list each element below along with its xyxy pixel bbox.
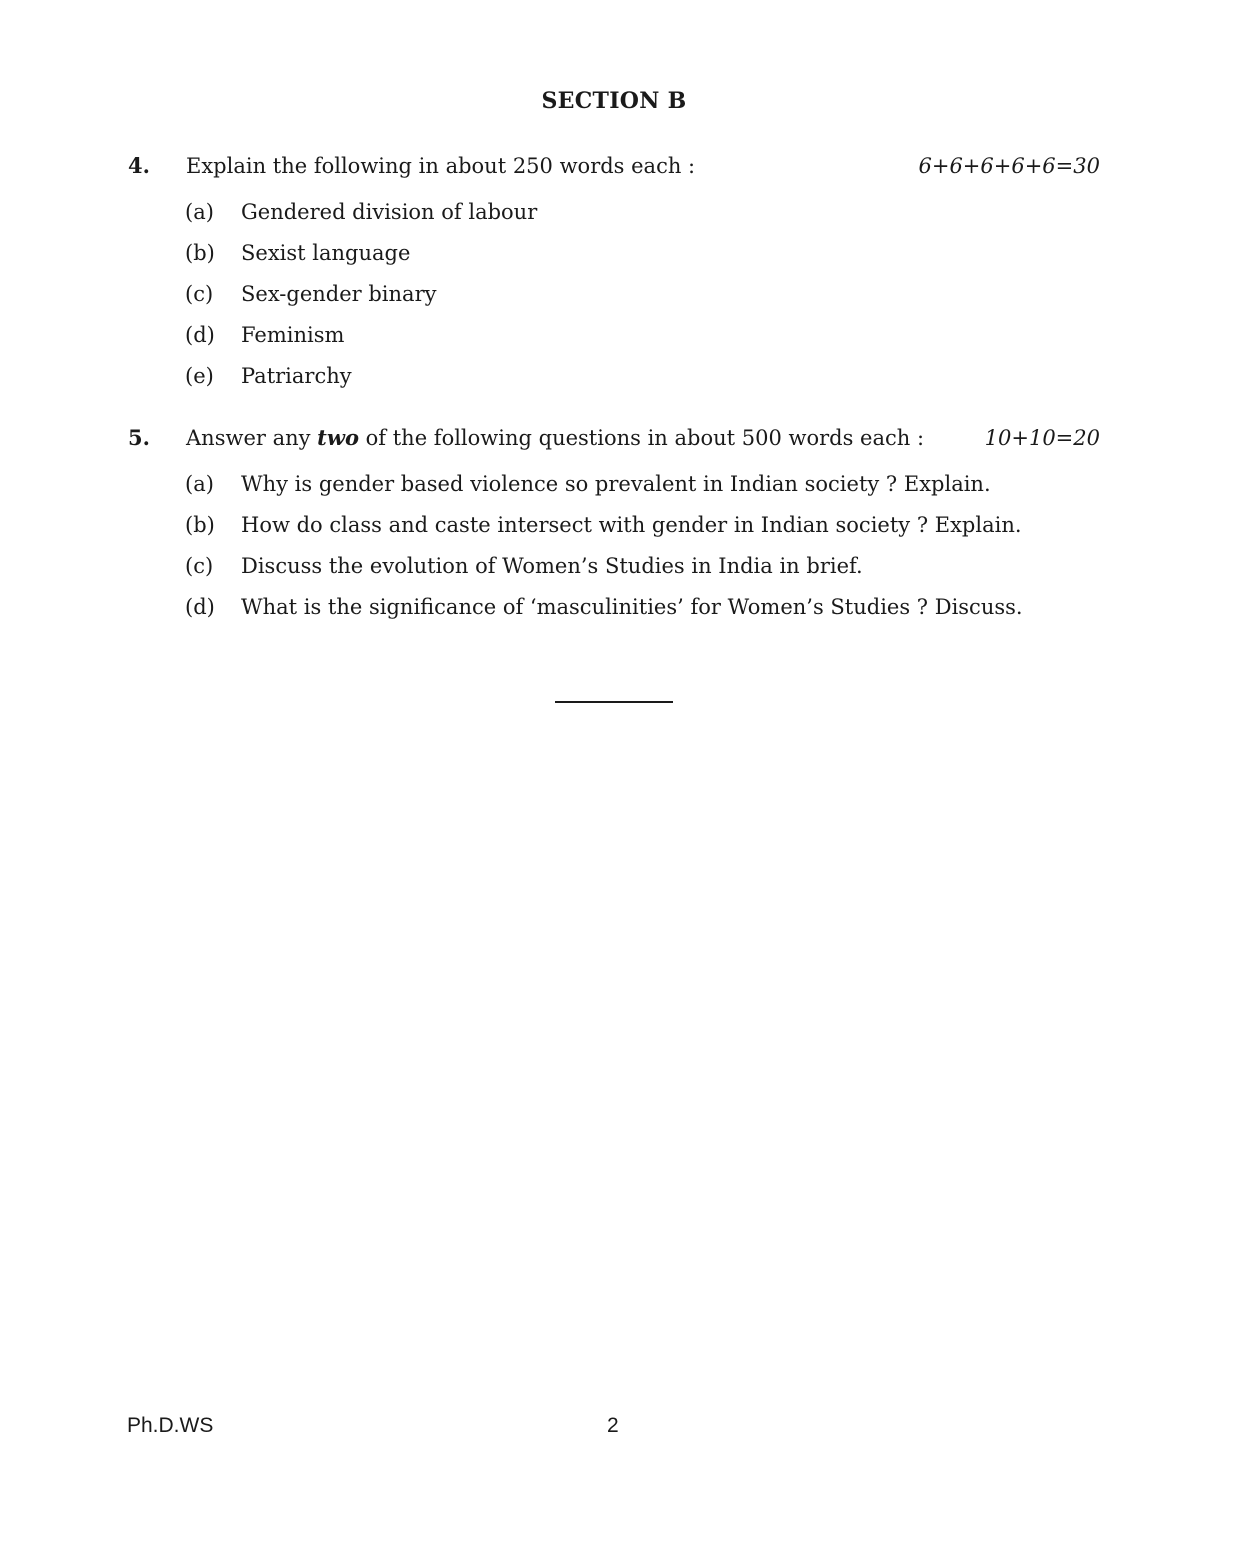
item-text: Patriarchy <box>241 364 352 388</box>
section-title: SECTION B <box>541 88 687 114</box>
item-label: (c) <box>185 554 214 578</box>
list-item <box>128 505 1100 546</box>
item-text: How do class and caste intersect with gender in Indian society ? Explain. <box>241 513 1022 537</box>
item-text: Gendered division of labour <box>241 200 538 224</box>
question-marks: 10+10=20 <box>984 426 1100 450</box>
item-label: (c) <box>185 282 214 306</box>
question-number: 5. <box>128 425 150 450</box>
end-divider <box>555 701 673 703</box>
item-text: Feminism <box>241 323 345 347</box>
list-item <box>128 464 1100 505</box>
question-text-after: of the following questions in about 500 words each : <box>358 426 925 450</box>
item-text: Sexist language <box>241 241 411 265</box>
question-text: Explain the following in about 250 words each : <box>186 154 696 178</box>
list-item <box>128 274 1100 315</box>
question-header <box>128 422 1100 454</box>
question-number: 4. <box>128 153 150 178</box>
item-label: (b) <box>185 513 215 537</box>
page-number: 2 <box>607 1414 619 1437</box>
item-label: (d) <box>185 323 215 347</box>
question-4 <box>128 150 1100 397</box>
list-item <box>128 356 1100 397</box>
item-label: (d) <box>185 595 215 619</box>
list-item <box>128 587 1100 628</box>
question-5 <box>128 422 1100 628</box>
question-header <box>128 150 1100 182</box>
list-item <box>128 315 1100 356</box>
list-item <box>128 192 1100 233</box>
list-item <box>128 546 1100 587</box>
list-item <box>128 233 1100 274</box>
item-label: (b) <box>185 241 215 265</box>
item-text: Sex-gender binary <box>241 282 437 306</box>
question-text-before: Answer any <box>186 426 318 450</box>
question-marks: 6+6+6+6+6=30 <box>918 154 1100 178</box>
question-text-emphasis: two <box>317 425 359 450</box>
item-text: Discuss the evolution of Women’s Studies in India in brief. <box>241 554 863 578</box>
item-label: (a) <box>185 200 214 224</box>
item-label: (a) <box>185 472 214 496</box>
item-label: (e) <box>185 364 214 388</box>
question-text <box>186 422 924 454</box>
paper-code: Ph.D.WS <box>127 1414 214 1437</box>
item-text: Why is gender based violence so prevalent in Indian society ? Explain. <box>241 472 991 496</box>
item-text: What is the significance of ‘masculinities’ for Women’s Studies ? Discuss. <box>241 595 1023 619</box>
